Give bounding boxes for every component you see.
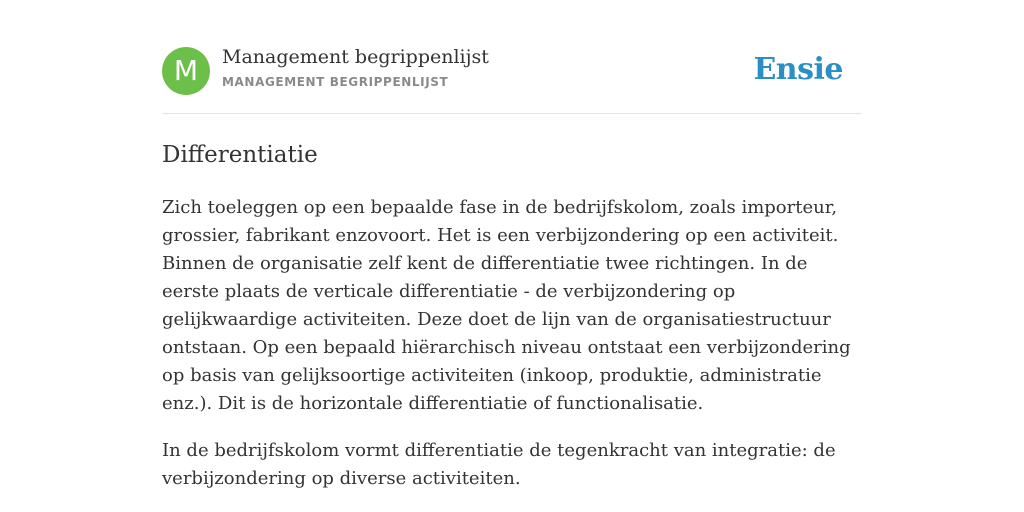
- entry-header: [162, 0, 862, 114]
- entry-paragraph-1: Zich toeleggen op een bepaalde fase in de bedrijfskolom, zoals importeur, grossier, fabrikant enzovoort. Het is een verbijzondering op een activiteit. Binnen de organisatie zelf kent de differentiatie twee richtingen. In de eerste plaats de verticale differentiatie - de verbijzondering op gelijkwaardige activiteiten. Deze doet de lijn van de organisatiestructuur ontstaan. Op een bepaald hiërarchisch niveau ontstaat een verbijzondering op basis van gelijksoortige activiteiten (inkoop, produktie, administratie enz.). Dit is de horizontale differentiatie of functionalisatie.: [162, 197, 851, 414]
- entry-title: Differentiatie: [162, 142, 318, 168]
- source-title-link[interactable]: Management begrippenlijst: [222, 46, 489, 68]
- source-avatar[interactable]: M: [162, 47, 210, 95]
- ensie-logo[interactable]: Ensie: [753, 52, 843, 87]
- source-subtitle[interactable]: MANAGEMENT BEGRIPPENLIJST: [222, 75, 449, 89]
- entry-paragraph-2: In de bedrijfskolom vormt differentiatie de tegenkracht van integratie: de verbijzondering op diverse activiteiten.: [162, 440, 836, 489]
- entry-card: [162, 0, 862, 493]
